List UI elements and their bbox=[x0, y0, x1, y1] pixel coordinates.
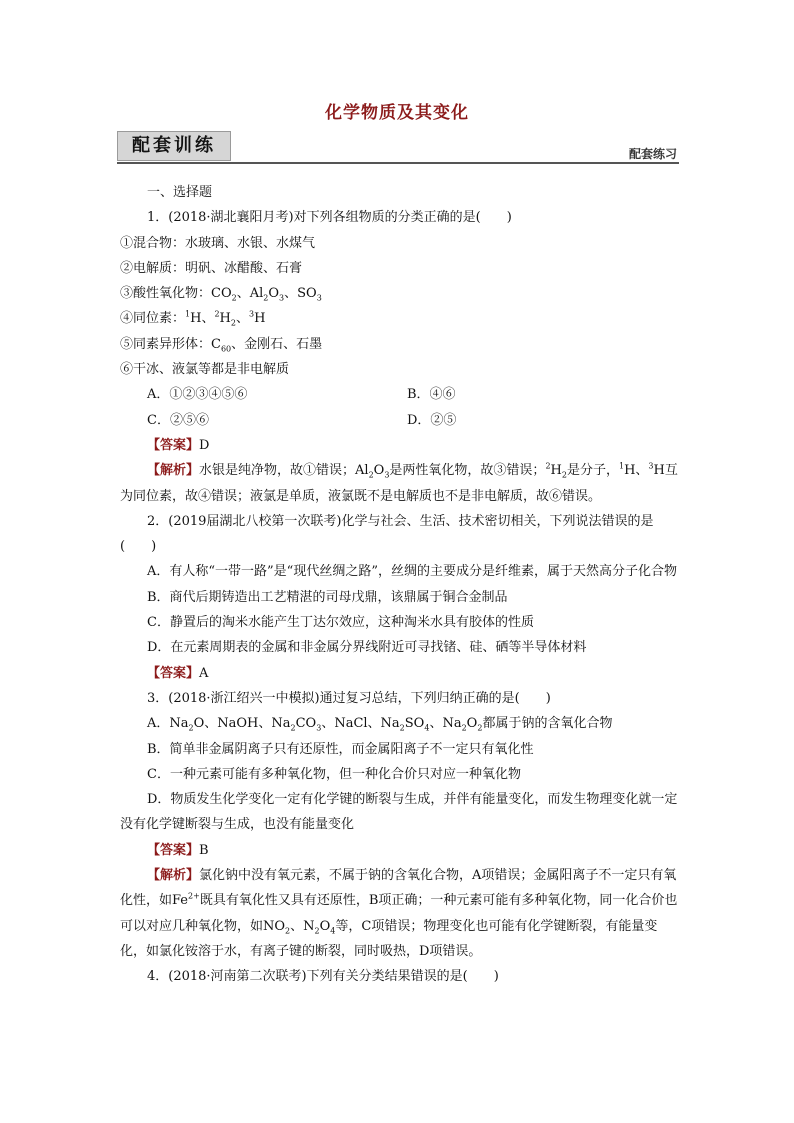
q1-options-row-2 bbox=[120, 408, 680, 433]
banner-divider bbox=[117, 162, 679, 164]
q3-analysis: 【解析】氯化钠中没有氧元素，不属于钠的含氧化合物，A项错误；金属阳离子不一定只有氧化性，如$Fe^{2+}$既具有氧化性又具有还原性，B项正确；一种元素可能有多种氧化物，同一化合价也可以对应几种氧化物，如$NO_2$、$N_2O_4$等，C项错误；物理变化也可能有化学键断裂，有能量变化，如氯化铵溶于水，有离子键的断裂，同时吸热，D项错误。 bbox=[120, 868, 678, 959]
q1-answer: 【答案】D bbox=[147, 437, 210, 453]
q2-stem: 2．(2019届湖北八校第一次联考)化学与社会、生活、技术密切相关，下列说法错误的是( ) bbox=[120, 513, 654, 555]
q1-statement-3: ③酸性氧化物：$CO_2$、$Al_2O_3$、$SO_3$ bbox=[120, 286, 322, 303]
q3-option-d: D．物质发生化学变化一定有化学键的断裂与生成，并伴有能量变化，而发生物理变化就一定没有化学键断裂与生成，也没有能量变化 bbox=[120, 792, 678, 833]
q1-option-a: A．①②③④⑤⑥ bbox=[147, 387, 248, 403]
banner-label: 配套训练 bbox=[117, 131, 231, 161]
q3-option-c: C．一种元素可能有多种氧化物，但一种化合价只对应一种氧化物 bbox=[147, 766, 521, 782]
q2-option-c: C．静置后的淘米水能产生丁达尔效应，这种淘米水具有胶体的性质 bbox=[147, 615, 534, 631]
page-title: 化学物质及其变化 bbox=[325, 103, 469, 123]
banner-right-label: 配套练习 bbox=[628, 147, 677, 161]
section-heading: 一、选择题 bbox=[147, 185, 213, 200]
q4-stem: 4．(2018·河南第二次联考)下列有关分类结果错误的是( ) bbox=[147, 969, 499, 985]
q1-statement-4: ④同位素：$^1$H、$^2H_2$、$^3$H bbox=[120, 310, 266, 329]
q1-statement-1: ①混合物：水玻璃、水银、水煤气 bbox=[120, 235, 316, 251]
section-banner bbox=[117, 131, 679, 165]
q2-option-b: B．商代后期铸造出工艺精湛的司母戊鼎，该鼎属于铜合金制品 bbox=[147, 589, 508, 605]
q3-option-a: A．$Na_2O$、NaOH、$Na_2CO_3$、NaCl、$Na_2SO_4$、$Na_2O_2$都属于钠的含氧化合物 bbox=[147, 716, 613, 733]
q2-option-a: A．有人称“一带一路”是“现代丝绸之路”，丝绸的主要成分是纤维素，属于天然高分子化合物 bbox=[147, 564, 677, 580]
q1-option-c: C．②⑤⑥ bbox=[147, 412, 209, 428]
q1-stem: 1．(2018·湖北襄阳月考)对下列各组物质的分类正确的是( ) bbox=[147, 210, 512, 226]
q1-option-b: B．④⑥ bbox=[407, 387, 456, 403]
q1-options-row-1 bbox=[120, 382, 680, 407]
q2-option-d: D．在元素周期表的金属和非金属分界线附近可寻找锗、硅、硒等半导体材料 bbox=[147, 640, 587, 656]
q3-stem: 3．(2018·浙江绍兴一中模拟)通过复习总结，下列归纳正确的是( ) bbox=[147, 690, 551, 706]
q1-statement-5: ⑤同素异形体：$C_{60}$、金刚石、石墨 bbox=[120, 336, 323, 354]
q1-statement-2: ②电解质：明矾、冰醋酸、石膏 bbox=[120, 260, 303, 276]
q2-answer: 【答案】A bbox=[147, 665, 209, 681]
document-body bbox=[120, 180, 680, 990]
q1-statement-6: ⑥干冰、液氯等都是非电解质 bbox=[120, 362, 290, 378]
q1-analysis: 【解析】水银是纯净物，故①错误；$Al_2O_3$是两性氧化物，故③错误；$^2H_2$是分子，$^1$H、$^3$H互为同位素，故④错误；液氯是单质，液氯既不是电解质也不是非电解质，故⑥错误。 bbox=[120, 461, 678, 504]
q3-option-b: B．简单非金属阴离子只有还原性，而金属阳离子不一定只有氧化性 bbox=[147, 741, 534, 757]
q1-option-d: D．②⑤ bbox=[407, 412, 457, 428]
q3-answer: 【答案】B bbox=[147, 842, 209, 858]
